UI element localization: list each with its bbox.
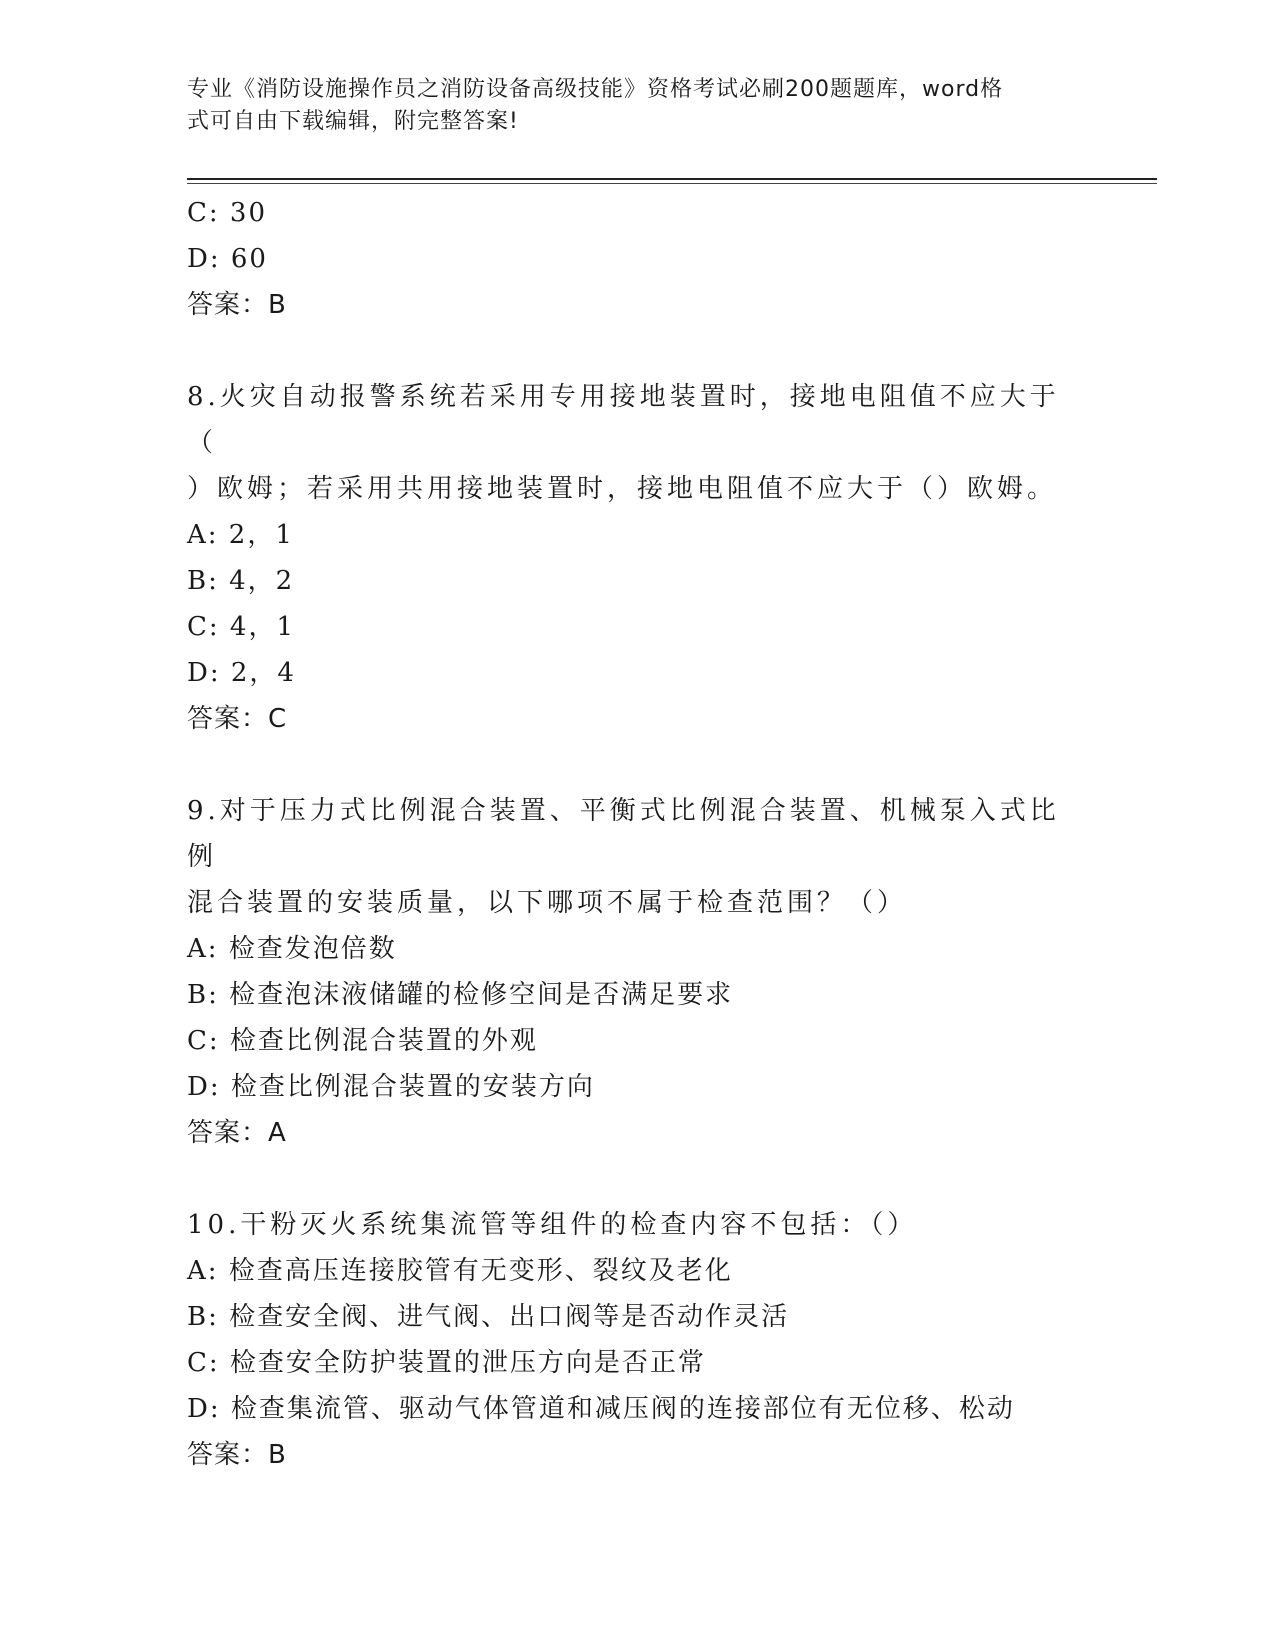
option-d: D: 检查比例混合装置的安装方向	[187, 1072, 595, 1102]
header-divider-thick	[187, 178, 1157, 180]
question-7-continuation	[187, 190, 1087, 328]
question-stem	[187, 1202, 1067, 1248]
question-stem-line-1: 8.火灾自动报警系统若采用专用接地装置时，接地电阻值不应大于（	[187, 382, 1060, 458]
option-c: C: 检查安全防护装置的泄压方向是否正常	[187, 1348, 706, 1378]
header-title-line-1: 专业《消防设施操作员之消防设备高级技能》资格考试必刷200题题库，word格	[187, 77, 1004, 102]
question-8	[187, 374, 1087, 742]
question-stem-line-2: ）欧姆；若采用共用接地装置时，接地电阻值不应大于（）欧姆。	[187, 474, 1058, 504]
option-c: C: 30	[187, 198, 268, 228]
question-stem-line-1: 10.干粉灭火系统集流管等组件的检查内容不包括：（）	[187, 1210, 918, 1240]
question-stem	[187, 374, 1067, 512]
option-b: B: 检查泡沫液储罐的检修空间是否满足要求	[187, 980, 734, 1010]
question-list	[187, 190, 1087, 1478]
option-c: C: 4，1	[187, 612, 296, 642]
option-c: C: 检查比例混合装置的外观	[187, 1026, 538, 1056]
answer-line: 答案：A	[187, 1118, 287, 1148]
answer-line: 答案：B	[187, 290, 287, 320]
option-b: B: 检查安全阀、进气阀、出口阀等是否动作灵活	[187, 1302, 790, 1332]
spacer	[187, 742, 1087, 788]
header-divider-thin	[187, 183, 1157, 184]
option-a: A: 检查发泡倍数	[187, 934, 397, 964]
spacer	[187, 1156, 1087, 1202]
document-header	[187, 74, 1067, 138]
option-a: A: 检查高压连接胶管有无变形、裂纹及老化	[187, 1256, 733, 1286]
option-d: D: 60	[187, 244, 268, 274]
option-d: D: 检查集流管、驱动气体管道和减压阀的连接部位有无位移、松动	[187, 1394, 1015, 1424]
header-title-line-2: 式可自由下载编辑，附完整答案!	[187, 109, 519, 134]
option-b: B: 4，2	[187, 566, 295, 596]
question-stem	[187, 788, 1067, 926]
question-stem-line-1: 9.对于压力式比例混合装置、平衡式比例混合装置、机械泵入式比例	[187, 796, 1060, 872]
question-9	[187, 788, 1087, 1156]
answer-line: 答案：B	[187, 1440, 287, 1470]
option-d: D: 2，4	[187, 658, 296, 688]
option-a: A: 2，1	[187, 520, 294, 550]
question-10	[187, 1202, 1087, 1478]
spacer	[187, 328, 1087, 374]
answer-line: 答案：C	[187, 704, 288, 734]
question-stem-line-2: 混合装置的安装质量，以下哪项不属于检查范围？（）	[187, 888, 908, 918]
